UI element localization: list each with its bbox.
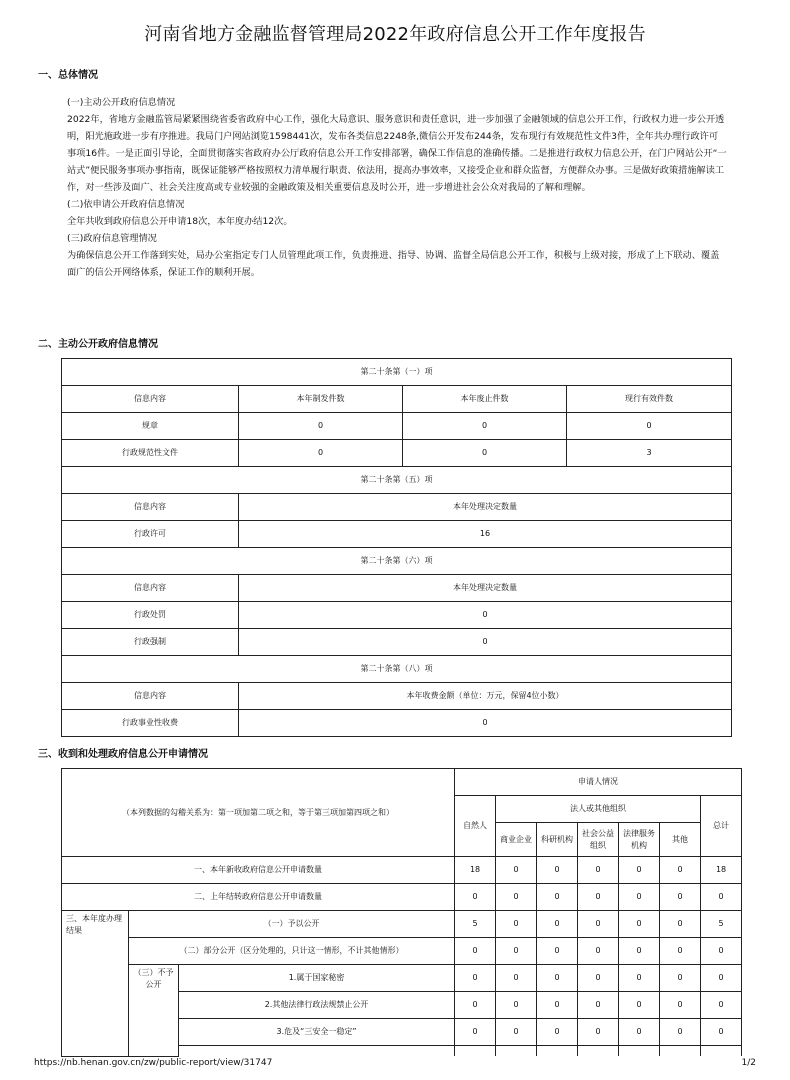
table-cell: 0 xyxy=(239,629,732,656)
requests-table xyxy=(61,768,742,1057)
row-label: 行政处罚 xyxy=(62,602,239,629)
column-header: 信息内容 xyxy=(62,386,239,413)
table-cell: 0 xyxy=(619,911,660,938)
table-cell: 0 xyxy=(537,938,578,965)
table-cell: 0 xyxy=(537,1019,578,1046)
footer-url: https://nb.henan.gov.cn/zw/public-report/view/31747 xyxy=(34,1058,273,1068)
paragraph-request: 全年共收到政府信息公开申请18次，本年度办结12次。 xyxy=(67,216,293,227)
table-cell: 18 xyxy=(701,857,742,884)
table-cell: 0 xyxy=(701,938,742,965)
table-cell: 0 xyxy=(578,884,619,911)
row-label: 规章 xyxy=(62,413,239,440)
table-cell: 0 xyxy=(455,992,496,1019)
table-cell: 0 xyxy=(496,911,537,938)
result-label: 三、本年度办理结果 xyxy=(62,911,129,1057)
table-cell: 0 xyxy=(660,1019,701,1046)
table-cell: 0 xyxy=(239,413,403,440)
table-row xyxy=(62,467,732,494)
table-cell: 0 xyxy=(619,992,660,1019)
table-cell: 0 xyxy=(239,440,403,467)
table-cell: 0 xyxy=(537,911,578,938)
table-cell: 0 xyxy=(578,911,619,938)
table-cell: 5 xyxy=(701,911,742,938)
table-cell: 0 xyxy=(660,992,701,1019)
table-cell: 0 xyxy=(660,911,701,938)
table-row xyxy=(62,602,732,629)
paragraph-active: 2022年，省地方金融监管局紧紧围绕省委省政府中心工作，强化大局意识、服务意识和责任意识，进一步加强了金融领域的信息公开工作，行政权力进一步公开透明，阳光施政进一步有序推进。我局门户网站浏览1598441次，发布各类信息2248条,微信公开发布244条，发布现行有效规范性文件3件，全年共办理行政许可事项16件。一是正面引导论，全面贯彻落实省政府办公厅政府信息公开工作安排部署，确保工作信息的准确传播。二是推进行政权力信息公开，在门户网站公开“一站式”便民服务事项办事指南，既保证能够严格按照权力清单履行职责、依法用，提高办事效率，又接受企业和群众监督，方便群众办事。三是做好政策措施解读工作，对一些涉及面广、社会关注度高或专业较强的金融政策及相关重要信息及时公开，进一步增进社会公众对我局的了解和理解。 xyxy=(67,114,727,193)
column-header: 法人或其他组织 xyxy=(496,796,701,823)
table-cell: 0 xyxy=(537,884,578,911)
table-cell: 0 xyxy=(660,884,701,911)
table-cell: 0 xyxy=(578,965,619,992)
table-cell: 0 xyxy=(403,413,567,440)
table-cell: 0 xyxy=(701,992,742,1019)
table-row xyxy=(62,629,732,656)
table-row xyxy=(62,440,732,467)
table-cell: 0 xyxy=(660,857,701,884)
column-header: 本年处理决定数量 xyxy=(239,494,732,521)
table-cell: 16 xyxy=(239,521,732,548)
table-cell: 0 xyxy=(537,992,578,1019)
table-cell: 18 xyxy=(455,857,496,884)
table-cell: 5 xyxy=(455,911,496,938)
column-header: 科研机构 xyxy=(537,823,578,857)
table-cell: 0 xyxy=(455,1019,496,1046)
table-cell: 0 xyxy=(496,857,537,884)
table-cell: 0 xyxy=(455,884,496,911)
table-cell: 0 xyxy=(455,965,496,992)
table-row xyxy=(62,938,742,965)
applicant-header: 申请人情况 xyxy=(455,769,742,796)
table-cell: 0 xyxy=(567,413,732,440)
row-label: 二、上年结转政府信息公开申请数量 xyxy=(62,884,455,911)
table-cell: 0 xyxy=(239,602,732,629)
table-row xyxy=(62,656,732,683)
table-row xyxy=(62,911,742,938)
article-header: 第二十条第（八）项 xyxy=(62,656,732,683)
table-row xyxy=(62,521,732,548)
article-header: 第二十条第（五）项 xyxy=(62,467,732,494)
column-header: 其他 xyxy=(660,823,701,857)
row-label: 行政强制 xyxy=(62,629,239,656)
table-row xyxy=(62,548,732,575)
column-header: 总计 xyxy=(701,796,742,857)
table-cell: 0 xyxy=(619,1019,660,1046)
column-header: 商业企业 xyxy=(496,823,537,857)
table-cell: 0 xyxy=(496,992,537,1019)
article-header: 第二十条第（一）项 xyxy=(62,359,732,386)
subheading-management: (三)政府信息管理情况 xyxy=(67,233,157,244)
table-row xyxy=(62,359,732,386)
table-cell: 0 xyxy=(537,965,578,992)
row-label: 一、本年新收政府信息公开申请数量 xyxy=(62,857,455,884)
table-row xyxy=(62,683,732,710)
table-row xyxy=(62,494,732,521)
row-label: （二）部分公开（区分处理的，只计这一情形，不计其他情形） xyxy=(129,938,455,965)
table-cell: 0 xyxy=(701,1019,742,1046)
column-header: 本年制发件数 xyxy=(239,386,403,413)
table-row xyxy=(62,575,732,602)
table-row xyxy=(62,884,742,911)
column-header: 信息内容 xyxy=(62,683,239,710)
not-open-label: （三）不予公开 xyxy=(129,965,179,1057)
table-cell: 0 xyxy=(701,965,742,992)
overview-body xyxy=(67,94,727,281)
column-header: 本年收费金额（单位：万元，保留4位小数） xyxy=(239,683,732,710)
table-cell: 3 xyxy=(567,440,732,467)
column-header: 信息内容 xyxy=(62,494,239,521)
table-cell: 0 xyxy=(578,1019,619,1046)
table-cell: 0 xyxy=(496,938,537,965)
table-cell: 0 xyxy=(619,938,660,965)
row-label: 3.危及“三安全一稳定” xyxy=(179,1019,455,1046)
table-row xyxy=(62,857,742,884)
table-cell: 0 xyxy=(701,884,742,911)
table-row xyxy=(62,965,742,992)
column-header: 社会公益组织 xyxy=(578,823,619,857)
table-row xyxy=(62,386,732,413)
column-header: 自然人 xyxy=(455,796,496,857)
table-row xyxy=(62,710,732,737)
table-row xyxy=(62,769,742,796)
table-cell: 0 xyxy=(496,1019,537,1046)
table-cell: 0 xyxy=(496,965,537,992)
table-cell: 0 xyxy=(578,938,619,965)
column-header: 现行有效件数 xyxy=(567,386,732,413)
table-cell: 0 xyxy=(403,440,567,467)
article-header: 第二十条第（六）项 xyxy=(62,548,732,575)
table-cell: 0 xyxy=(537,857,578,884)
column-header: 本年处理决定数量 xyxy=(239,575,732,602)
page-title: 河南省地方金融监督管理局2022年政府信息公开工作年度报告 xyxy=(144,24,646,45)
row-label: 行政事业性收费 xyxy=(62,710,239,737)
row-label: 行政许可 xyxy=(62,521,239,548)
section-heading-active-disclosure: 二、主动公开政府信息情况 xyxy=(38,339,158,350)
footer-page-number: 1/2 xyxy=(741,1058,756,1068)
row-label: 1.属于国家秘密 xyxy=(179,965,455,992)
table-cell: 0 xyxy=(578,992,619,1019)
paragraph-management: 为确保信息公开工作落到实处，局办公室指定专门人员管理此项工作，负责推进、指导、协调、监督全局信息公开工作，积极与上级对接，形成了上下联动、覆盖面广的信公开网络体系，保证工作的顺利开展。 xyxy=(67,250,720,278)
table-cell: 0 xyxy=(660,938,701,965)
row-label: 行政规范性文件 xyxy=(62,440,239,467)
table-cell: 0 xyxy=(619,965,660,992)
column-header: 本年废止件数 xyxy=(403,386,567,413)
column-header: 信息内容 xyxy=(62,575,239,602)
active-disclosure-table xyxy=(61,358,732,737)
relation-note: （本列数据的勾稽关系为：第一项加第二项之和，等于第三项加第四项之和） xyxy=(62,769,455,857)
subheading-request: (二)依申请公开政府信息情况 xyxy=(67,199,185,210)
table-cell: 0 xyxy=(660,965,701,992)
section-heading-requests: 三、收到和处理政府信息公开申请情况 xyxy=(38,749,208,760)
table-cell: 0 xyxy=(239,710,732,737)
table-cell: 0 xyxy=(496,884,537,911)
table-cell: 0 xyxy=(578,857,619,884)
section-heading-overview: 一、总体情况 xyxy=(38,70,98,81)
table-row xyxy=(62,413,732,440)
subheading-active: (一)主动公开政府信息情况 xyxy=(67,97,176,108)
table-cell: 0 xyxy=(619,884,660,911)
row-label: （一）予以公开 xyxy=(129,911,455,938)
column-header: 法律服务机构 xyxy=(619,823,660,857)
table-cell: 0 xyxy=(455,938,496,965)
table-cell: 0 xyxy=(619,857,660,884)
row-label: 2.其他法律行政法规禁止公开 xyxy=(179,992,455,1019)
